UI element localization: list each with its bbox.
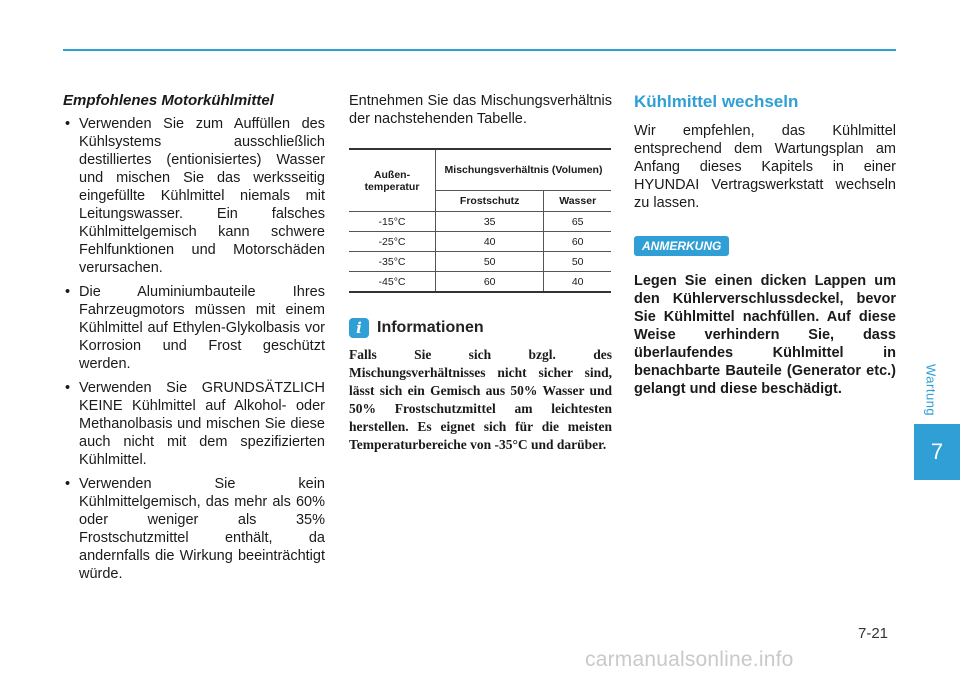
cell-antifreeze: 35: [436, 212, 544, 232]
info-icon: i: [349, 318, 369, 338]
intro-paragraph: Entnehmen Sie das Mischungsverhältnis der nachstehenden Tabelle.: [349, 93, 612, 127]
cell-antifreeze: 40: [436, 232, 544, 252]
list-item: • Verwenden Sie kein Kühlmittelgemisch, das mehr als 60% oder weniger als 35% Frostschutzmittel enthält, da andernfalls die Wirkung beeinträchtigt würde.: [63, 475, 325, 583]
chapter-side-label: Wartung: [923, 363, 939, 417]
watermark: carmanualsonline.info: [585, 648, 794, 671]
table-row: [349, 232, 611, 252]
info-title: Informationen: [377, 319, 484, 336]
table-row: [349, 252, 611, 272]
note-paragraph: Legen Sie einen dicken Lappen um den Kühlerverschlussdeckel, bevor Sie Kühlmittel nachfüllen. Auf diese Weise verhindern Sie, dass überlaufendes Kühlmittel in benachbarte Bauteile (Generator etc.) gelangt und diese beschädigt.: [634, 273, 896, 397]
cell-water: 60: [544, 232, 611, 252]
cell-temperature: -35°C: [349, 252, 436, 272]
mixing-ratio-table: [349, 148, 611, 293]
note-badge: ANMERKUNG: [634, 236, 729, 256]
bullet-list: [63, 115, 325, 583]
section-title: Kühlmittel wechseln: [634, 92, 799, 111]
header-water: Wasser: [544, 191, 611, 212]
page-number: 7-21: [858, 625, 889, 642]
body-paragraph: Wir empfehlen, das Kühlmittel entsprechend dem Wartungsplan am Anfang dieses Kapitels in einer HYUNDAI Vertragswerkstatt wechseln zu lassen.: [634, 123, 896, 211]
cell-temperature: -15°C: [349, 212, 436, 232]
cell-temperature: -25°C: [349, 232, 436, 252]
column-coolant-change: [634, 92, 896, 398]
cell-water: 50: [544, 252, 611, 272]
column-coolant-recommendation: [63, 92, 325, 589]
cell-antifreeze: 50: [436, 252, 544, 272]
cell-antifreeze: 60: [436, 272, 544, 293]
section-subheading: Empfohlenes Motorkühlmittel: [63, 92, 274, 109]
info-paragraph: Falls Sie sich bzgl. des Mischungsverhältnisses nicht sicher sind, lässt sich ein Gemisch aus 50% Wasser und 50% Frostschutzmittel am leichtesten herstellen. Es eignet sich für die meisten Temperaturbereiche von -35°C und darüber.: [349, 347, 612, 452]
list-item: • Verwenden Sie GRUNDSÄTZLICH KEINE Kühlmittel auf Alkohol- oder Methanolbasis und mischen Sie diese auch nicht mit dem spezifizierten Kühlmittel.: [63, 379, 325, 469]
chapter-tab: 7: [914, 424, 960, 480]
cell-water: 65: [544, 212, 611, 232]
header-antifreeze: Frostschutz: [436, 191, 544, 212]
table-row: [349, 212, 611, 232]
header-rule: [63, 49, 896, 51]
table-row: [349, 272, 611, 293]
list-item: • Verwenden Sie zum Auffüllen des Kühlsystems ausschließlich destilliertes (entionisiertes) Wasser und mischen Sie das werksseitig eingefüllte Kühlmittel niemals mit Leitungswasser. Ein falsches Kühlmittelgemisch kann schwere Fehlfunktionen und Motorschäden verursachen.: [63, 115, 325, 277]
header-outside-temp: Außen-temperatur: [349, 149, 436, 212]
column-mixing-ratio: [349, 92, 612, 454]
cell-temperature: -45°C: [349, 272, 436, 293]
cell-water: 40: [544, 272, 611, 293]
list-item: • Die Aluminiumbauteile Ihres Fahrzeugmotors müssen mit einem Kühlmittel auf Ethylen-Glykolbasis vor Korrosion und Frost geschützt werden.: [63, 283, 325, 373]
info-header: [349, 318, 612, 338]
header-mix-ratio: Mischungsverhältnis (Volumen): [436, 149, 612, 191]
